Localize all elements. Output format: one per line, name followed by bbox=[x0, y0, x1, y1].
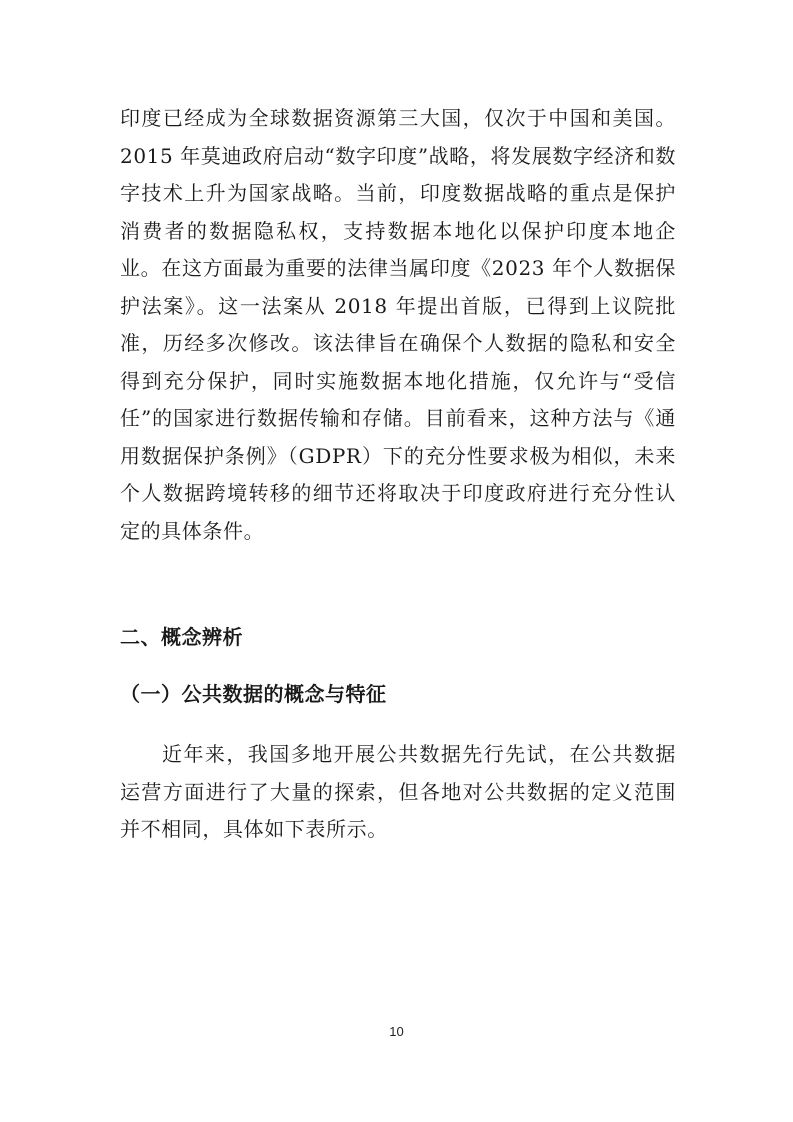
subsection-heading: （一）公共数据的概念与特征 bbox=[120, 682, 387, 706]
page-number: 10 bbox=[389, 1024, 404, 1039]
body-paragraph-public-data: 近年来，我国多地开展公共数据先行先试，在公共数据运营方面进行了大量的探索，但各地对公共数据的定义范围并不相同，具体如下表所示。 bbox=[120, 742, 676, 841]
body-paragraph-india-data-strategy: 印度已经成为全球数据资源第三大国，仅次于中国和美国。2015 年莫迪政府启动“数字印度”战略，将发展数字经济和数字技术上升为国家战略。当前，印度数据战略的重点是保护消费者的数据隐私权，支持数据本地化以保护印度本地企业。在这方面最为重要的法律当属印度《2023 年个人数据保护法案》。这一法案从 2018 年提出首版，已得到上议院批准，历经多次修改。该法律旨在确保个人数据的隐私和安全得到充分保护，同时实施数据本地化措施，仅允许与“受信任”的国家进行数据传输和存储。目前看来，这种方法与《通用数据保护条例》（GDPR）下的充分性要求极为相似，未来个人数据跨境转移的细节还将取决于印度政府进行充分性认定的具体条件。 bbox=[120, 106, 676, 543]
section-heading: 二、概念辨析 bbox=[120, 625, 243, 649]
